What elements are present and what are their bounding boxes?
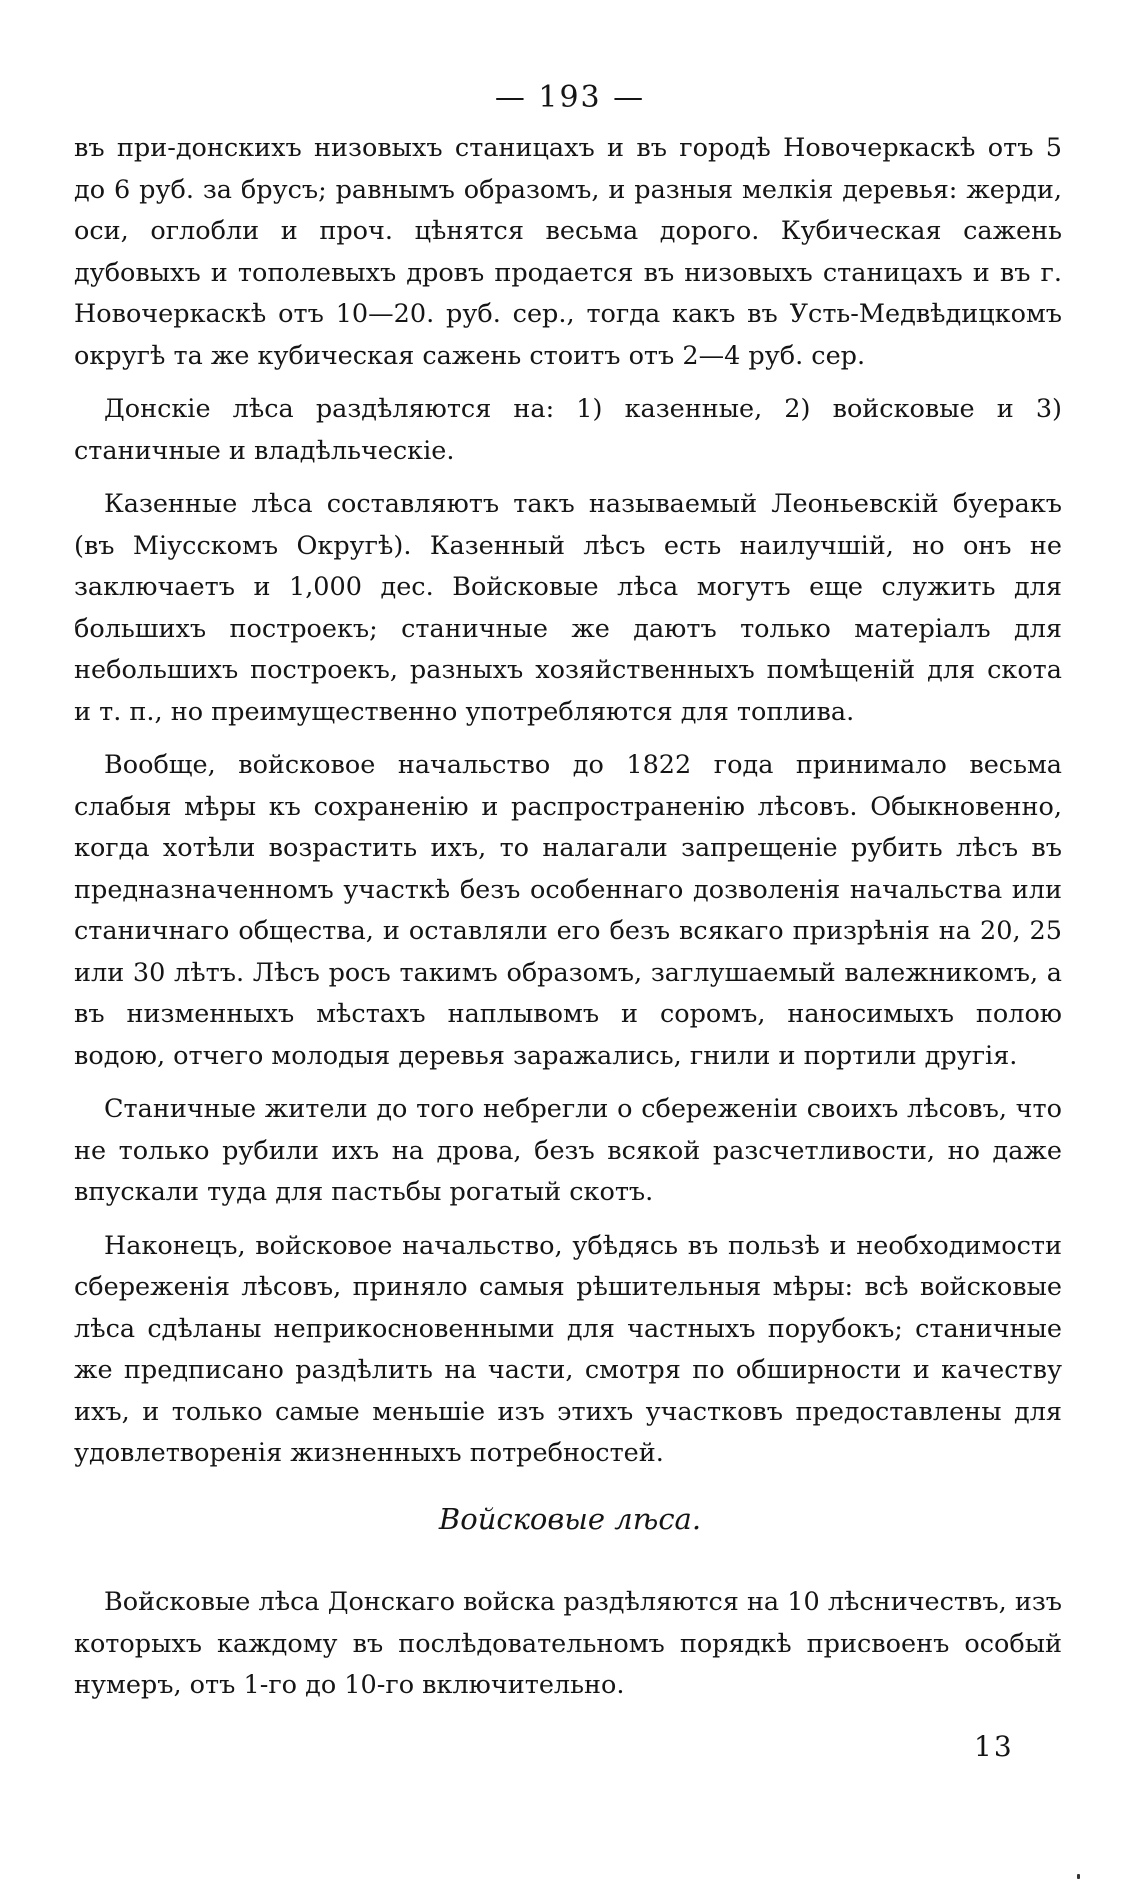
- paragraph-4: Вообще, войсковое начальство до 1822 года принимало весьма слабыя мѣры къ сохраненію и распространенію лѣсовъ. Обыкновенно, когда хотѣли возрастить ихъ, то налагали запрещеніе рубить лѣсъ въ предназначенномъ участкѣ безъ особеннаго дозволенія начальства или станичнаго общества, и оставляли его безъ всякаго призрѣнія на 20, 25 или 30 лѣтъ. Лѣсъ росъ такимъ образомъ, заглушаемый валежникомъ, а въ низменныхъ мѣстахъ наплывомъ и соромъ, наносимыхъ полою водою, отчего молодыя деревья заражались, гнили и портили другія.: [74, 750, 1062, 1071]
- paragraph-3: Казенные лѣса составляютъ такъ называемый Леоньевскій буеракъ (въ Міусскомъ Округѣ). Казенный лѣсъ есть наилучшій, но онъ не заключаетъ и 1,000 дес. Войсковые лѣса могутъ еще служить для большихъ построекъ; станичные же даютъ только матеріалъ для небольшихъ построекъ, разныхъ хозяйственныхъ помѣщеній для скота и т. п., но преимущественно употребляются для топлива.: [74, 489, 1062, 727]
- paragraph-2: Донскіе лѣса раздѣляются на: 1) казенные, 2) войсковые и 3) станичные и владѣльческіе.: [74, 394, 1062, 466]
- main-text: [74, 128, 1062, 1475]
- section-paragraph-1: Войсковые лѣса Донскаго войска раздѣляются на 10 лѣсничествъ, изъ которыхъ каждому въ послѣдовательномъ порядкѣ присвоенъ особый нумеръ, отъ 1-го до 10-го включительно.: [74, 1587, 1062, 1700]
- scan-speck: [1077, 1874, 1080, 1879]
- section-heading: Войсковые лѣса.: [438, 1502, 702, 1536]
- section-text: [74, 1582, 1062, 1707]
- paragraph-5: Станичные жители до того небрегли о сбереженіи своихъ лѣсовъ, что не только рубили ихъ на дрова, безъ всякой разсчетливости, но даже впускали туда для пастьбы рогатый скотъ.: [74, 1094, 1062, 1207]
- paragraph-6: Наконецъ, войсковое начальство, убѣдясь въ пользѣ и необходимости сбереженія лѣсовъ, приняло самыя рѣшительныя мѣры: всѣ войсковые лѣса сдѣланы неприкосновенными для частныхъ порубокъ; станичные же предписано раздѣлить на части, смотря по обширности и качеству ихъ, и только самые меньшіе изъ этихъ участковъ предоставлены для удовлетворенія жизненныхъ потребностей.: [74, 1230, 1062, 1468]
- paragraph-1: въ при-донскихъ низовыхъ станицахъ и въ городѣ Новочеркаскѣ отъ 5 до 6 руб. за брусъ; равнымъ образомъ, и разныя мелкія деревья: жерди, оси, оглобли и проч. цѣнятся весьма дорого. Кубическая сажень дубовыхъ и тополевыхъ дровъ продается въ низовыхъ станицахъ и въ г. Новочеркаскѣ отъ 10—20. руб. сер., тогда какъ въ Усть-Медвѣдицкомъ округѣ та же кубическая сажень стоитъ отъ 2—4 руб. сер.: [74, 133, 1062, 371]
- page-number-header: — 193 —: [494, 80, 646, 115]
- signature-mark: 13: [974, 1730, 1014, 1763]
